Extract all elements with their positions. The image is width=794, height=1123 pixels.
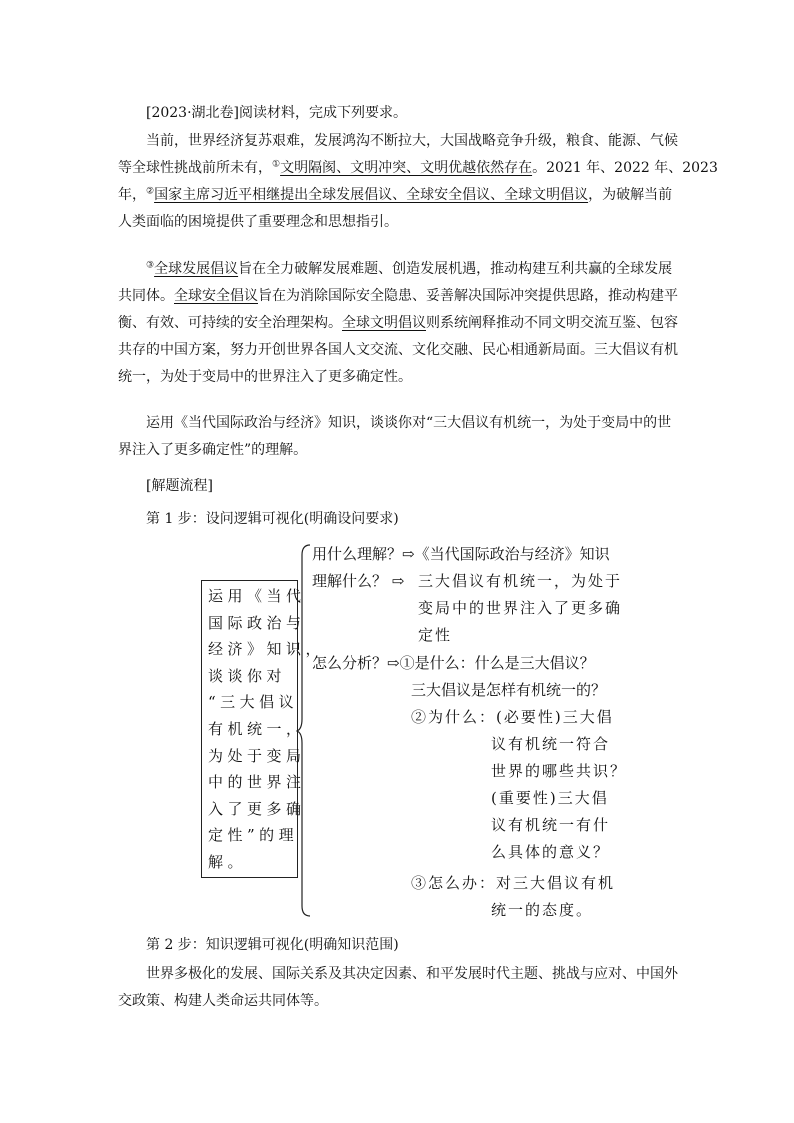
marker-1: ①: [272, 159, 281, 170]
flow-why-details: 议有机统一符合 世界的哪些共识？ (重要性)三大倡 议有机统一有什 么具体的意义？: [491, 735, 628, 861]
curly-brace-icon: [296, 543, 312, 918]
step-2-title: 第 2 步：知识逻辑可视化(明确知识范围): [146, 937, 399, 953]
question-intro: [2023·湖北卷]阅读材料，完成下列要求。: [146, 105, 408, 121]
material-paragraph-2: ③全球发展倡议旨在全力破解发展难题、创造发展机遇，推动构建互利共赢的全球发展 共同体。全球安全倡议旨在为消除国际安全隐患、妥善解决国际冲突提供思路，推动构建平 衡、有效、可持续的安全治理架构。全球文明倡议则系统阐释推动不同文明交流互鉴、包容 共存的中国方案，努力开创世界各国人文交流、文化交融、民心相通新局面。三大倡议有机 统一，为处于变局中的世界注入了更多确定性。: [118, 260, 678, 385]
marker-2: ②: [146, 186, 155, 197]
flow-understand-answer: 三大倡议有机统一，为处于 变局中的世界注入了更多确 定性: [418, 572, 623, 644]
flow-use-what: 用什么理解？⇨《当代国际政治与经济》知识: [312, 545, 610, 563]
underlined-phrase-3: 全球发展倡议: [154, 261, 239, 277]
underlined-phrase-2: 国家主席习近平相继提出全球发展倡议、全球安全倡议、全球文明倡议: [154, 187, 589, 203]
process-title: [解题流程]: [146, 478, 213, 494]
flow-how-analyze: 怎么分析？⇨①是什么：什么是三大倡议？: [312, 654, 595, 672]
marker-3: ③: [146, 260, 155, 271]
underlined-phrase-5: 全球文明倡议: [342, 315, 426, 331]
flow-todo: ③怎么办：对三大倡议有机: [411, 874, 616, 892]
flow-how-analyze-2: 三大倡议是怎样有机统一的？: [411, 681, 607, 699]
question-text: 运用《当代国际政治与经济》知识，谈谈你对“三大倡议有机统一，为处于变局中的世 界注入了更多确定性”的理解。: [118, 415, 672, 458]
underlined-phrase-4: 全球安全倡议: [174, 288, 258, 304]
flow-why: ②为什么：(必要性)三大倡: [411, 708, 614, 726]
material-paragraph-1: 当前，世界经济复苏艰难，发展鸿沟不断拉大，大国战略竞争升级，粮食、能源、气候 等全球性挑战前所未有，①文明隔阂、文明冲突、文明优越依然存在。2021 年、2022 年、2023 年，②国家主席习近平相继提出全球发展倡议、全球安全倡议、全球文明倡议，为破解当前 人类面临的困境提供了重要理念和思想指引。: [118, 133, 718, 230]
flow-understand-what: 理解什么？ ⇨: [312, 572, 405, 590]
step-1-title: 第 1 步：设问逻辑可视化(明确设问要求): [146, 511, 399, 527]
flow-todo-2: 统一的态度。: [491, 901, 594, 919]
underlined-phrase-1: 文明隔阂、文明冲突、文明优越依然存在: [280, 160, 533, 176]
question-box: 运用《当代 国际政治与 经济》知识， 谈谈你对 “三大倡议 有机统一， 为处于变局 中的世界注 入了更多确 定性”的理 解。: [201, 580, 298, 878]
step-2-content: 世界多极化的发展、国际关系及其决定因素、和平发展时代主题、挑战与应对、中国外 交政策、构建人类命运共同体等。: [118, 966, 678, 1009]
